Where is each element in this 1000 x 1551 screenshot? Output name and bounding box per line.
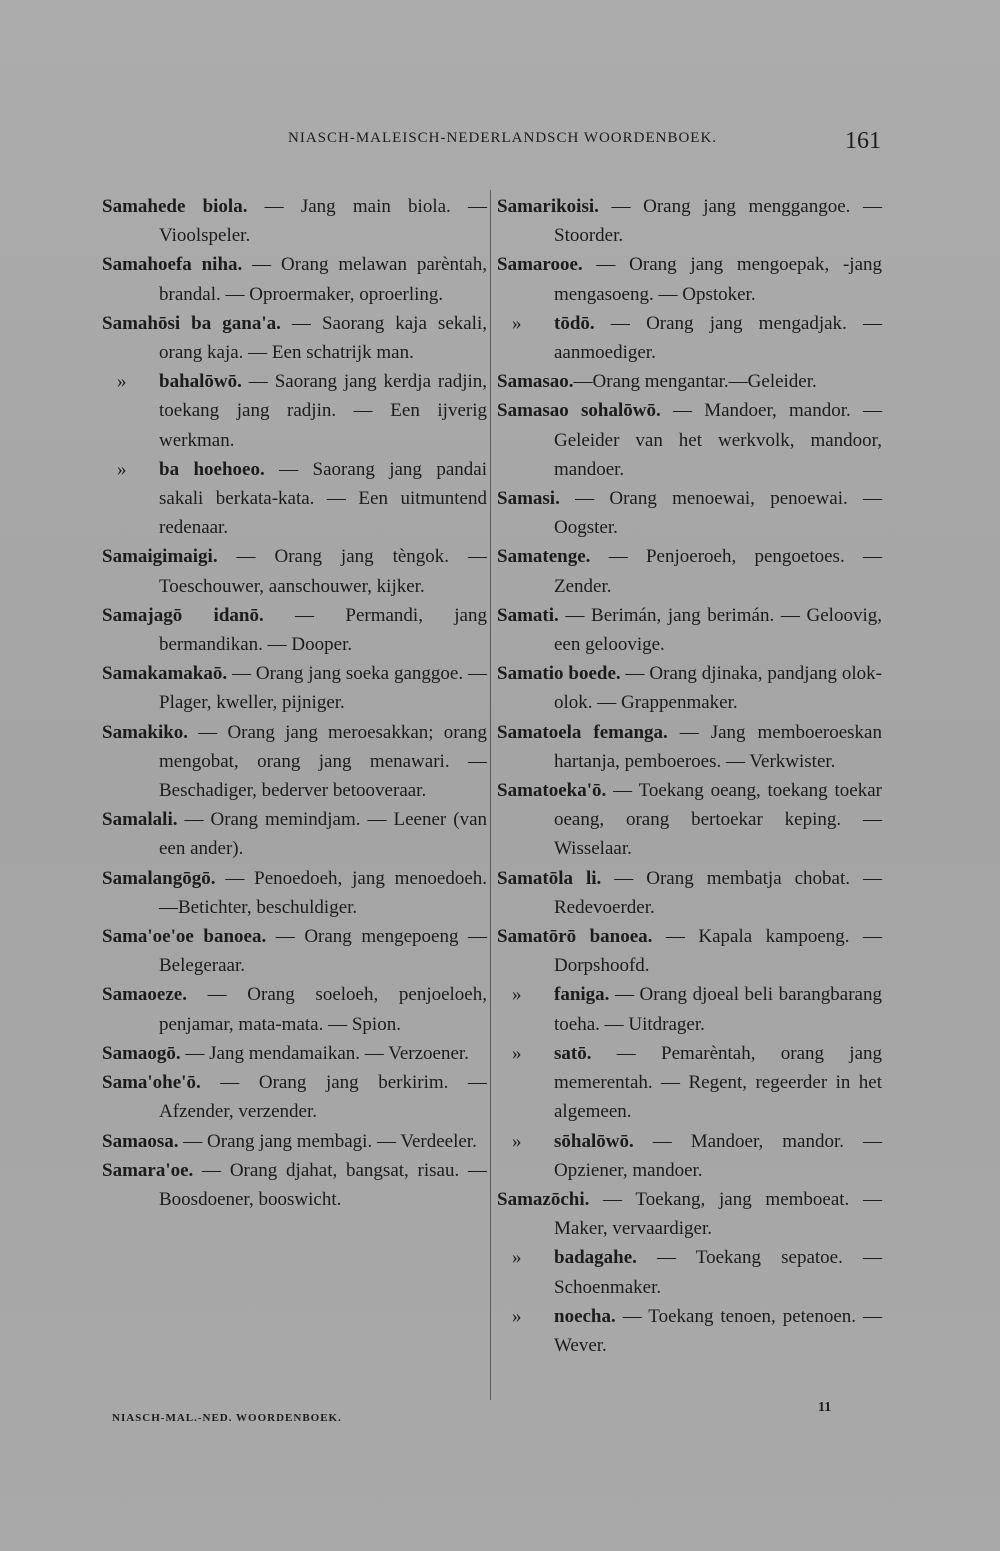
dictionary-entry: [102, 192, 487, 250]
entry-definition: — Jang main biola. — Vioolspeler.: [159, 196, 487, 247]
entry-headword: Sama'oe'oe banoea.: [102, 926, 267, 948]
entry-definition: — Orang jang soeka ganggoe. — Plager, kweller, pijniger.: [159, 663, 487, 714]
ditto-mark: »: [512, 1130, 522, 1152]
entry-definition: — Pemarèntah, orang jang memerentah. — Regent, regeerder in het algemeen.: [554, 1042, 882, 1123]
dictionary-entry: [102, 250, 487, 308]
entry-headword: Samatōla li.: [497, 867, 602, 889]
entry-definition: — Orang djahat, bangsat, risau. — Boosdoener, booswicht.: [159, 1159, 487, 1210]
entry-definition: — Toekang oeang, toekang toekar oeang, orang bertoekar keping. — Wisselaar.: [554, 780, 882, 860]
entry-definition: — Penoedoeh, jang menoedoeh. —Betichter, beschuldiger.: [159, 867, 487, 918]
dictionary-entry: [497, 1243, 882, 1301]
sheet-number: 11: [818, 1400, 832, 1415]
entry-definition: — Orang jang berkirim. — Afzender, verzender.: [159, 1072, 487, 1123]
right-column: [497, 192, 882, 1360]
dictionary-entry: [102, 1127, 487, 1156]
entry-definition: — Orang jang membagi. — Verdeeler.: [178, 1130, 477, 1152]
ditto-mark: »: [117, 371, 127, 393]
entry-definition: — Toekang tenoen, petenoen. — Wever.: [554, 1305, 882, 1356]
entry-headword: faniga.: [554, 984, 610, 1006]
entry-headword: Samasao.: [497, 371, 574, 393]
entry-definition: — Orang jang meroesakkan; orang mengobat, orang jang menawari. — Beschadiger, bederver betooveraar.: [159, 721, 487, 802]
dictionary-entry: [497, 980, 882, 1038]
entry-definition: — Orang djinaka, pandjang olok-olok. — Grappenmaker.: [554, 663, 882, 714]
entry-definition: — Saorang jang kerdja radjin, toekang jang radjin. — Een ijverig werkman.: [159, 371, 487, 451]
left-column: [102, 192, 487, 1214]
entry-definition: — Saorang kaja sekali, orang kaja. — Een schatrijk man.: [159, 312, 487, 364]
entry-definition: — Orang jang mengadjak. — aanmoediger.: [554, 312, 882, 364]
dictionary-entry: [497, 659, 882, 717]
entry-definition: — Orang memindjam. — Leener (van een ander).: [159, 809, 487, 860]
footer-signature: NIASCH-MAL.-NED. WOORDENBOEK.: [112, 1412, 342, 1424]
entry-headword: Samatio boede.: [497, 663, 621, 685]
entry-definition: — Jang mendamaikan. — Verzoener.: [180, 1042, 469, 1064]
dictionary-entry: [497, 250, 882, 308]
entry-headword: Samajagō idanō.: [102, 604, 264, 626]
entry-headword: Samatōrō banoea.: [497, 926, 653, 948]
dictionary-entry: [102, 1039, 487, 1068]
ditto-mark: »: [512, 984, 522, 1006]
entry-definition: — Orang jang tèngok. — Toeschouwer, aanschouwer, kijker.: [159, 546, 487, 597]
entry-headword: bahalōwō.: [159, 371, 242, 393]
entry-definition: — Toekang, jang memboeat. — Maker, vervaardiger.: [554, 1188, 882, 1240]
entry-headword: Samahoefa niha.: [102, 254, 243, 276]
entry-headword: Samatoela femanga.: [497, 721, 668, 743]
entry-headword: ba hoehoeo.: [159, 458, 265, 480]
entry-headword: Samarooe.: [497, 254, 583, 276]
ditto-mark: »: [117, 458, 127, 480]
dictionary-entry: [497, 484, 882, 542]
dictionary-entry: [102, 542, 487, 600]
ditto-mark: »: [512, 1305, 522, 1327]
ditto-mark: »: [512, 1247, 522, 1269]
entry-headword: Samaigimaigi.: [102, 546, 218, 568]
entry-definition: — Orang melawan parèntah, brandal. — Oproermaker, oproerling.: [159, 254, 487, 305]
entry-headword: satō.: [554, 1042, 592, 1064]
dictionary-entry: [497, 542, 882, 600]
dictionary-entry: [497, 1302, 882, 1360]
entry-headword: Samatoeka'ō.: [497, 780, 607, 802]
entry-headword: Samaoeze.: [102, 984, 187, 1006]
dictionary-entry: [497, 1185, 882, 1243]
entry-definition: — Orang jang menggangoe. — Stoorder.: [554, 196, 882, 247]
entry-headword: Samarikoisi.: [497, 196, 599, 217]
dictionary-entry: [102, 455, 487, 543]
entry-headword: Samahede biola.: [102, 196, 248, 217]
dictionary-entry: [497, 776, 882, 864]
dictionary-entry: [497, 396, 882, 484]
entry-definition: — Orang djoeal beli barangbarang toeha. — Uitdrager.: [554, 984, 882, 1035]
entry-headword: Samaosa.: [102, 1130, 179, 1152]
entry-headword: Samahōsi ba gana'a.: [102, 312, 281, 334]
dictionary-entry: [102, 980, 487, 1038]
entry-definition: — Orang menoewai, penoewai. — Oogster.: [554, 488, 882, 539]
page-number: 161: [845, 128, 881, 154]
entry-definition: — Mandoer, mandor. — Geleider van het werkvolk, mandoor, mandoer.: [554, 400, 882, 480]
entry-definition: — Penjoeroeh, pengoetoes. — Zender.: [554, 546, 882, 597]
entry-headword: Samati.: [497, 604, 559, 626]
entry-definition: — Permandi, jang bermandikan. — Dooper.: [159, 604, 487, 656]
entry-headword: Samatenge.: [497, 546, 591, 568]
entry-definition: — Orang soeloeh, penjoeloeh, penjamar, mata-mata. — Spion.: [159, 984, 487, 1035]
entry-headword: Samasi.: [497, 488, 560, 510]
entry-headword: tōdō.: [554, 312, 595, 334]
dictionary-entry: [497, 922, 882, 980]
dictionary-entry: [102, 367, 487, 455]
entry-headword: Samasao sohalōwō.: [497, 400, 661, 422]
entry-headword: noecha.: [554, 1305, 616, 1327]
dictionary-entry: [497, 601, 882, 659]
dictionary-entry: [497, 367, 882, 396]
column-divider: [490, 190, 491, 1400]
entry-headword: Samaogō.: [102, 1042, 181, 1064]
entry-headword: Sama'ohe'ō.: [102, 1072, 201, 1094]
entry-headword: Samakiko.: [102, 721, 189, 743]
entry-definition: — Toekang sepatoe. — Schoenmaker.: [554, 1247, 882, 1298]
entry-headword: Samalali.: [102, 809, 178, 831]
running-title: NIASCH-MALEISCH-NEDERLANDSCH WOORDENBOEK.: [288, 130, 718, 146]
entry-headword: badagahe.: [554, 1247, 637, 1269]
entry-definition: —Orang mengantar.—Geleider.: [573, 371, 817, 393]
entry-headword: Samalangōgō.: [102, 867, 216, 889]
entry-definition: — Berimán, jang berimán. — Geloovig, een geloovige.: [554, 604, 882, 656]
entry-definition: — Orang membatja chobat. — Redevoerder.: [554, 867, 882, 918]
entry-definition: — Kapala kampoeng. — Dorpshoofd.: [554, 926, 882, 977]
dictionary-entry: [102, 309, 487, 367]
dictionary-entry: [102, 659, 487, 717]
dictionary-entry: [497, 1127, 882, 1185]
dictionary-entry: [102, 805, 487, 863]
entry-headword: sōhalōwō.: [554, 1130, 634, 1152]
dictionary-entry: [102, 1068, 487, 1126]
dictionary-entry: [497, 192, 882, 250]
dictionary-entry: [497, 718, 882, 776]
dictionary-entry: [102, 601, 487, 659]
entry-headword: Samakamakaō.: [102, 663, 228, 685]
dictionary-entry: [102, 922, 487, 980]
dictionary-entry: [497, 309, 882, 367]
dictionary-entry: [102, 718, 487, 806]
ditto-mark: »: [512, 312, 522, 334]
dictionary-entry: [102, 1156, 487, 1214]
entry-headword: Samazōchi.: [497, 1188, 590, 1210]
entry-definition: — Jang memboeroeskan hartanja, pemboeroes. — Verkwister.: [554, 721, 882, 772]
dictionary-entry: [497, 864, 882, 922]
entry-headword: Samara'oe.: [102, 1159, 194, 1181]
dictionary-entry: [102, 864, 487, 922]
entry-definition: — Saorang jang pandai sakali berkata-kata. — Een uitmuntend redenaar.: [159, 458, 487, 539]
dictionary-entry: [497, 1039, 882, 1127]
entry-definition: — Orang mengepoeng — Belegeraar.: [159, 926, 488, 977]
entry-definition: — Orang jang mengoepak, -jang mengasoeng. — Opstoker.: [554, 254, 882, 305]
entry-definition: — Mandoer, mandor. — Opziener, mandoer.: [554, 1130, 882, 1181]
ditto-mark: »: [512, 1042, 522, 1064]
